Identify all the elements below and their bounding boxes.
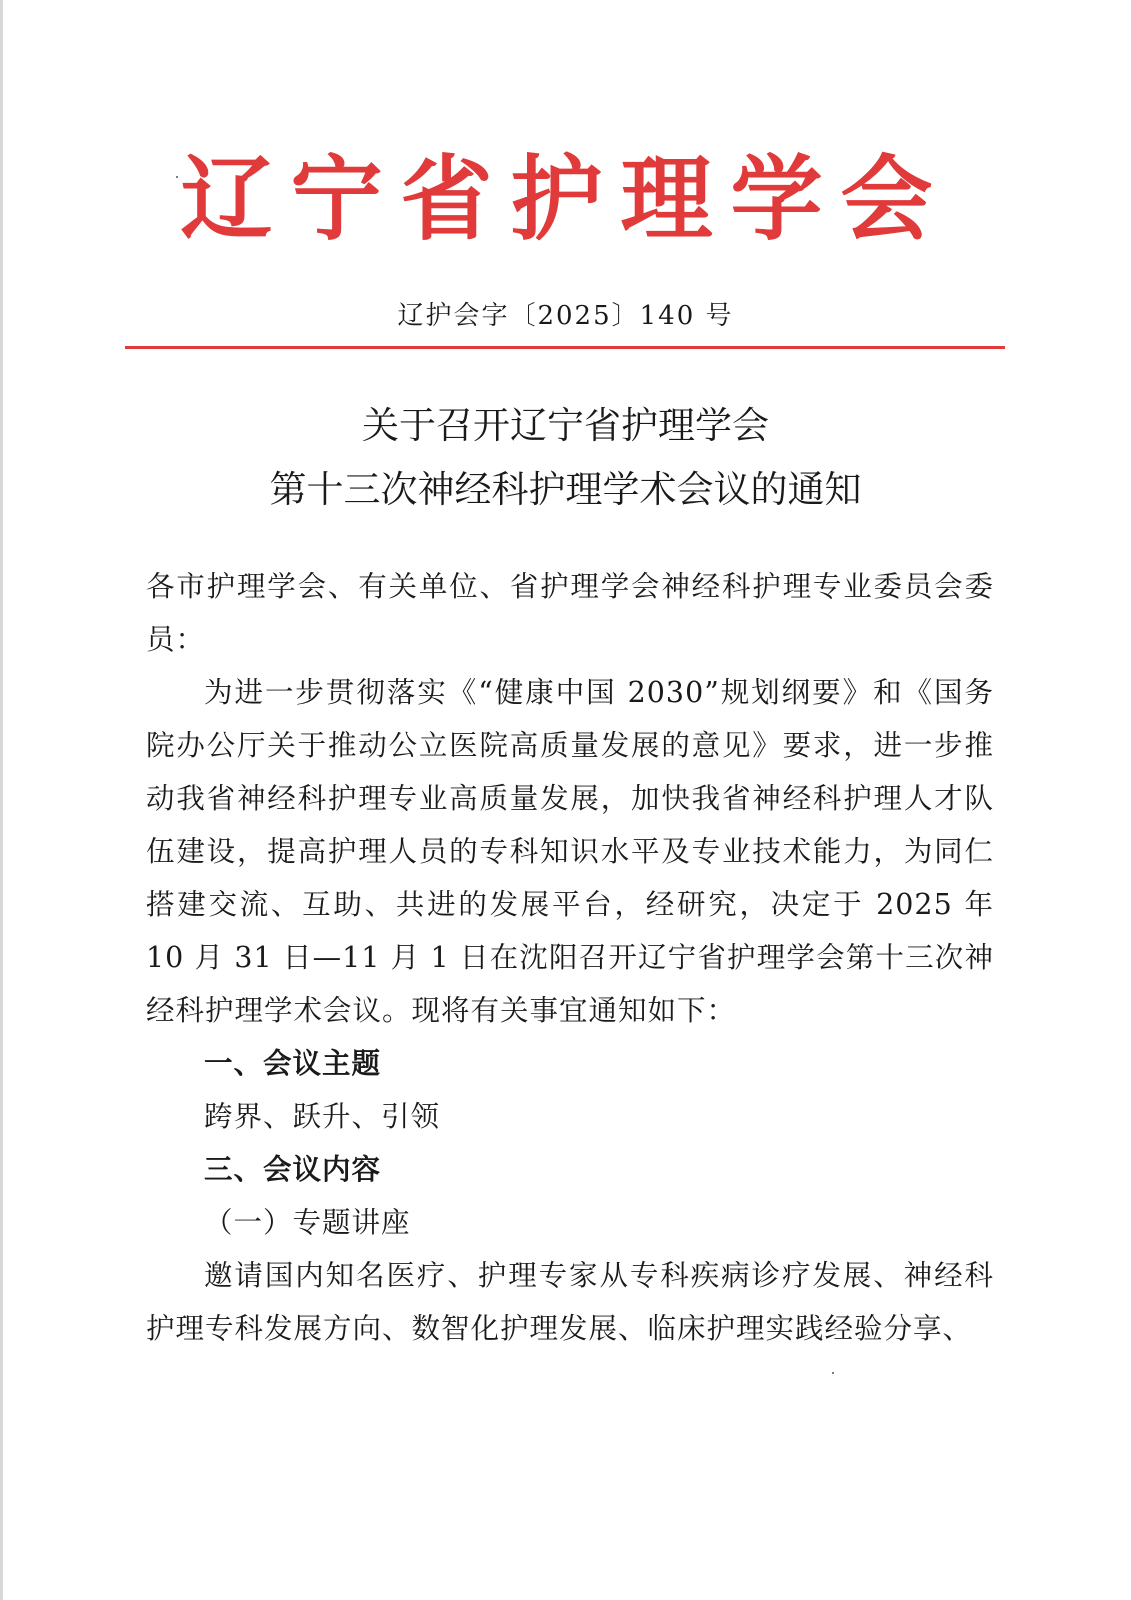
paragraph-intro: 为进一步贯彻落实《“健康中国 2030”规划纲要》和《国务院办公厅关于推动公立医院高质量发展的意见》要求，进一步推动我省神经科护理专业高质量发展，加快我省神经科护理人才队伍建设，提高护理人员的专科知识水平及专业技术能力，为同仁搭建交流、互助、共进的发展平台，经研究，决定于 2025 年 10 月 31 日—11 月 1 日在沈阳召开辽宁省护理学会第十三次神经科护理学术会议。现将有关事宜通知如下： <box>146 676 994 1027</box>
document-number: 辽护会字〔2025〕140 号 <box>397 301 734 331</box>
section-text-theme: 跨界、跃升、引领 <box>204 1100 441 1133</box>
title-line-1: 关于召开辽宁省护理学会 <box>362 404 769 447</box>
section-heading-content: 三、会议内容 <box>204 1153 382 1186</box>
scan-speck <box>832 1372 834 1374</box>
header-divider <box>125 346 1005 349</box>
salutation: 各市护理学会、有关单位、省护理学会神经科护理专业委员会委员： <box>146 570 994 656</box>
subsection-text-lectures: 邀请国内知名医疗、护理专家从专科疾病诊疗发展、神经科护理专科发展方向、数智化护理发展、临床护理实践经验分享、 <box>146 1259 994 1345</box>
scan-speck <box>176 176 178 178</box>
document-body <box>146 560 994 1355</box>
section-heading-theme: 一、会议主题 <box>204 1047 382 1080</box>
title-line-2: 第十三次神经科护理学术会议的通知 <box>269 468 862 511</box>
document-title <box>0 394 1131 522</box>
subsection-heading-lectures: （一）专题讲座 <box>204 1206 411 1239</box>
organization-header: 辽宁省护理学会 <box>180 146 951 253</box>
